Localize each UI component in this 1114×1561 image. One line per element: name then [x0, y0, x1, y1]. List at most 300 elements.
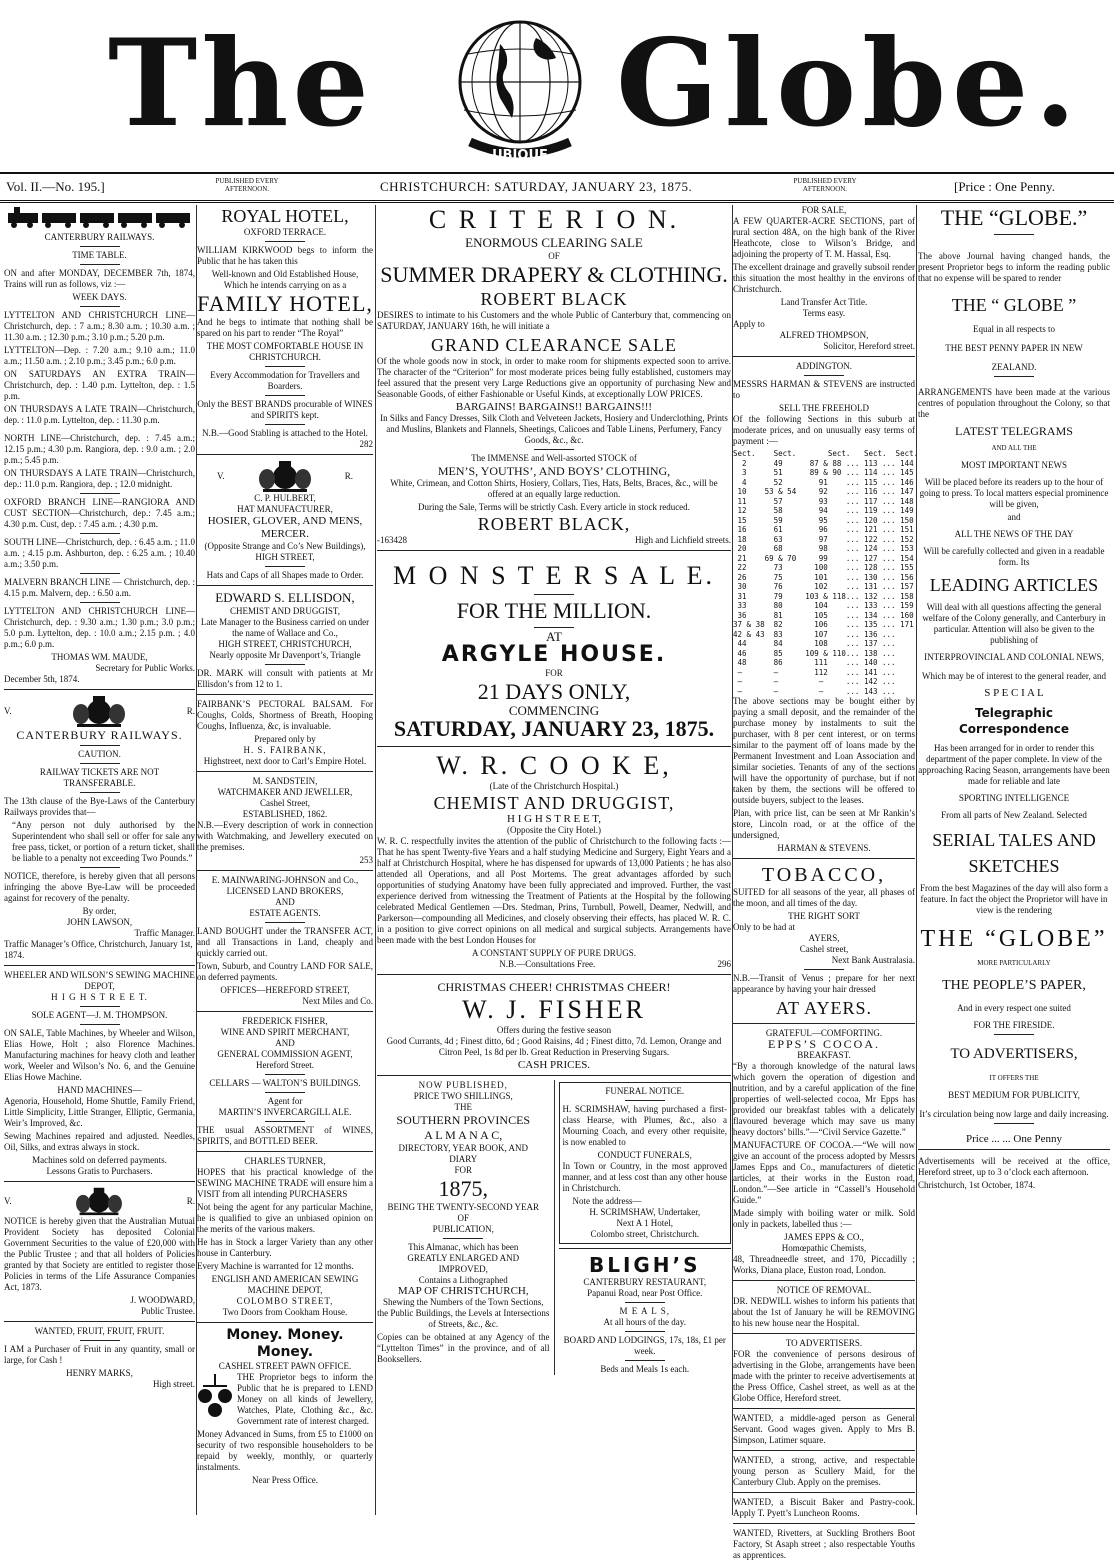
wheeler-wilson-street: H I G H S T R E E T.: [51, 992, 148, 1002]
table-row: — — — ... 143 ...: [733, 686, 896, 696]
globe-arrangements: ARRANGEMENTS have been made at the various centres of population throughout the Colony, so that the: [918, 387, 1110, 419]
almanac-diary: DIARY: [449, 1154, 478, 1164]
table-row: 3 51 89 & 90 ... 114 ... 145: [733, 468, 914, 477]
sale-date: SATURDAY, JANUARY 23, 1875.: [393, 716, 715, 741]
royal-hotel-accommodation: Every Accommodation for Travellers and Boarders.: [210, 370, 360, 391]
criterion-whole-goods: Of the whole goods now in stock, in order to make room for shipments expected soon to arrive. The character of the “Criterion” for most moderate prices being fully established, customers may feel assured that the present very Large Reductions give an opportunity of purchasing New and Seasonable Goods, of either Fashionable or Useful Kinds, at exceptionally LOW PRICES.: [377, 356, 731, 399]
timetable-entry: OXFORD BRANCH LINE—RANGIORA AND CUST SECTION—Christchurch, dep.: 7.45 a.m.; 4.30 p.m. Cust, dep. : 7.45 a.m. ; 4.30 p.m.: [4, 497, 195, 529]
advertisers-heading: TO ADVERTISERS.: [785, 1338, 863, 1348]
tobacco-title: TOBACCO,: [761, 864, 887, 886]
sections-table-header: Sect. Sect. Sect. Sect. Sect.: [733, 449, 919, 458]
monster-for: FOR: [545, 668, 563, 678]
fisher-cellars: CELLARS — WALTON’S BUILDINGS.: [209, 1078, 361, 1088]
sandstein-trade: WATCHMAKER AND JEWELLER,: [217, 787, 353, 797]
mainwaring-estate: ESTATE AGENTS.: [249, 908, 321, 918]
epps-chemists: Homœpathic Chemists,: [781, 1243, 867, 1253]
column-4: [733, 205, 919, 1560]
ellisdon-name: EDWARD S. ELLISDON,: [215, 590, 355, 605]
funeral-town: In Town or Country, in the most approved manner, and at less cost than any other house in Christchurch.: [562, 1161, 727, 1193]
royal-arms-icon: [69, 1186, 129, 1216]
tobacco-suited: SUITED for all seasons of the year, all phases of the moon, and all times of the day.: [733, 887, 915, 908]
almanac-map: MAP OF CHRISTCHURCH,: [397, 1285, 529, 1297]
criterion-drapery: SUMMER DRAPERY & CLOTHING.: [380, 262, 728, 287]
wj-fisher-prices: Good Currants, 4d ; Finest ditto, 6d ; Good Raisins, 4d ; Finest ditto, 7d. Lemon, Orange and Citron Peel, 1s 8d per lb. Great Reduction in Preserving Sugars.: [386, 1036, 722, 1057]
royal-r: R.: [344, 470, 353, 481]
christmas-cheer: CHRISTMAS CHEER! CHRISTMAS CHEER!: [437, 980, 671, 994]
blighs-beds: Beds and Meals 1s each.: [600, 1364, 690, 1374]
globe-heading-2: THE “ GLOBE ”: [951, 295, 1077, 315]
globe-offers: IT OFFERS THE: [989, 1074, 1039, 1082]
mainwaring-next: Next Miles and Co.: [302, 996, 373, 1006]
funeral-heading: FUNERAL NOTICE.: [605, 1086, 685, 1096]
pawn-office: CASHEL STREET PAWN OFFICE.: [218, 1361, 352, 1371]
criterion-desires: DESIRES to intimate to his Customers and the whole Public of Canterbury that, commencing on SATURDAY, JANUARY 16th, he will initiate a: [377, 310, 731, 331]
criterion-immense: The IMMENSE and Well-assorted STOCK of: [471, 453, 637, 463]
royal-v: V.: [217, 470, 225, 481]
tobacco-ayers: AYERS,: [808, 933, 840, 943]
signature-name: THOMAS WM. MAUDE,: [51, 652, 148, 662]
turner-warranty: Every Machine is warranted for 12 months.: [197, 1261, 354, 1271]
wj-fisher: W. J. FISHER: [462, 995, 646, 1024]
royal-hotel-intimate: And he begs to intimate that nothing shall be spared on his part to render “The Royal”: [197, 317, 373, 338]
royal-hotel-comfort: THE MOST COMFORTABLE HOUSE IN CHRISTCHURCH.: [206, 341, 364, 362]
epps-name: JAMES EPPS & CO.,: [784, 1232, 864, 1242]
globe-special: S P E C I A L: [984, 687, 1044, 699]
almanac-enlarged: GREATLY ENLARGED AND: [407, 1253, 520, 1263]
ellisdon-trade: CHEMIST AND DRUGGIST,: [230, 606, 340, 616]
woodward-name: J. WOODWARD,: [130, 1295, 195, 1305]
removal-body: DR. NEDWILL wishes to inform his patients that about the 1st of January he will be REMOVING to his new house near the Hospital.: [733, 1296, 915, 1328]
for-sale-title: Land Transfer Act Title.: [780, 297, 868, 307]
addington-instructed: MESSRS HARMAN & STEVENS are instructed to: [733, 379, 915, 400]
globe-best-paper: THE BEST PENNY PAPER IN NEW: [945, 343, 1083, 353]
ad-number: 296: [717, 959, 731, 969]
globe-sporting: SPORTING INTELLIGENCE: [958, 793, 1070, 803]
fisher-and: AND: [275, 1038, 295, 1048]
for-sale-sections: A FEW QUARTER-ACRE SECTIONS, part of rural section 48A, on the high bank of the River Heathcote, close to Wilson’s Bridge, and adjoining the property of T. M. Hassal, Esq.: [733, 216, 915, 259]
globe-to-advertisers: TO ADVERTISERS,: [950, 1046, 1078, 1062]
train-icon: [4, 205, 195, 229]
timetable-entry: SOUTH LINE—Christchurch, dep. : 6.45 a.m. ; 11.0 a.m. ; 4.15 p.m. Ashburton, dep. : 6.25 a.m. ; 10.40 a.m.; 3.50 p.m.: [4, 537, 195, 569]
royal-arms-icon: [69, 694, 129, 728]
cooke-street: H I G H S T R E E T,: [507, 813, 601, 825]
table-row: 33 80 104 ... 133 ... 159: [733, 601, 914, 610]
criterion-of: OF: [548, 251, 560, 261]
timetable-entry: LYTTELTON AND CHRISTCHURCH LINE—Christchurch, dep. : 9.30 a.m.; 1.30 p.m.; 3.0 p.m.; 5.0 p.m. Lyttelton, dep. : 10.0 a.m.; 2.15 p.m. ; 4.0 p.m.; 6.0 p.m.: [4, 606, 195, 649]
globe-date: Christchurch, 1st October, 1874.: [918, 1180, 1036, 1190]
blighs-restaurant: CANTERBURY RESTAURANT,: [583, 1277, 707, 1287]
rail-title: CANTERBURY RAILWAYS.: [44, 232, 155, 242]
blighs-hours: At all hours of the day.: [603, 1317, 686, 1327]
cooke-body: W. R. C. respectfully invites the attention of the public of Christchurch to the following facts :—That he has spent Twenty-five Years and a half studying Medicine and Surgery, Eight Years and a half at Christchurch Hospital, where he has dispensed for upwards of 13,000 Patients ; he has also attended all Operations, and all Post Mortems. The great advantages afforded by such opportunities of studying Anatomy have been fully appreciated and improved. Further, the vast experience derived from witnessing the Treatment of Patients at the Hospital by the following celebrated Medical Gentlemen —Drs. Stedman, Prins, Turnbull, Powell, Deamer, Nedwill, and Parkerson—compounding all Medicines, and closely observing their effects, has placed W. R. C. in a position to give correct opinions on all medical and surgical subjects. Arrangements have been made with the best London Houses for: [377, 836, 731, 945]
criterion-cash: During the Sale, Terms will be strictly Cash. Every article in stock reduced.: [418, 502, 690, 512]
price: [Price : One Penny.: [954, 179, 1055, 194]
funeral-undertaker: H. SCRIMSHAW, Undertaker,: [589, 1207, 701, 1217]
sandstein-established: ESTABLISHED, 1862.: [242, 809, 328, 819]
tobacco-next: Next Bank Australasia.: [831, 955, 915, 965]
funeral-street: Colombo street, Christchurch.: [590, 1229, 699, 1239]
criterion-signature: ROBERT BLACK,: [477, 514, 631, 534]
weekdays-heading: WEEK DAYS.: [72, 292, 127, 302]
timetable-entry: ON THURSDAYS A LATE TRAIN—Christchurch, dep. : 11.0 p.m. Lyttelton, dep. : 11.30 p.m.: [4, 404, 195, 425]
criterion-number: -163428: [377, 535, 407, 545]
almanac-title: A L M A N A C,: [424, 1128, 503, 1142]
place-date: CHRISTCHURCH: SATURDAY, JANUARY 23, 1875.: [380, 179, 693, 194]
table-row: 2 49 87 & 88 ... 113 ... 144: [733, 458, 914, 468]
mainwaring-name: E. MAINWARING-JOHNSON and Co.,: [211, 875, 359, 885]
twenty-one-days: 21 DAYS ONLY,: [477, 679, 631, 704]
caution-clause: The 13th clause of the Bye-Laws of the Canterbury Railways provides that—: [4, 796, 195, 817]
hulbert-address: (Opposite Strange and Co’s New Buildings), HIGH STREET,: [204, 541, 366, 562]
fisher-street: Hereford Street.: [256, 1060, 314, 1070]
globe-zealand: ZEALAND.: [991, 362, 1037, 372]
blighs-title: BLIGH’S: [588, 1253, 701, 1277]
epps-made: Made simply with boiling water or milk. Sold only in packets, labelled thus :—: [733, 1208, 915, 1229]
epps-breakfast: BREAKFAST.: [797, 1050, 851, 1060]
globe-and: and: [1007, 512, 1021, 522]
fairbank-prepared: Prepared only by: [254, 734, 316, 744]
table-row: 11 57 93 ... 117 ... 148: [733, 496, 914, 506]
table-row: 46 85 109 & 110... 138 ...: [733, 648, 896, 658]
pawn-balls-icon: [197, 1374, 233, 1418]
almanac-for: FOR: [454, 1165, 472, 1175]
column-5: [918, 205, 1110, 1515]
wanted-scullery: WANTED, a strong, active, and respectable young person as Scullery Maid, for the Canterbury Club. Apply on the premises.: [733, 1455, 915, 1487]
masthead-motto: UBIQUE: [492, 148, 548, 163]
at-ayers: AT AYERS.: [775, 998, 873, 1018]
criterion-shirts: White, Crimean, and Cotton Shirts, Hosiery, Collars, Ties, Hats, Belts, Braces, &c., will be offered at an equally large reduction.: [390, 478, 718, 499]
hulbert-hats: Hats and Caps of all Shapes made to Order.: [206, 570, 364, 580]
fisher-assortment: THE usual ASSORTMENT of WINES, SPIRITS, and BOTTLED BEER.: [197, 1125, 373, 1146]
ellisdon-opposite: Nearly opposite Mr Davenport’s, Triangle: [209, 650, 361, 660]
column-2: [197, 205, 373, 1515]
globe-every-respect: And in every respect one suited: [957, 1003, 1071, 1013]
column-3: [377, 205, 731, 1515]
caution-heading: CAUTION.: [78, 749, 121, 759]
monster-at: AT: [546, 629, 562, 644]
criterion-clearing: ENORMOUS CLEARING SALE: [465, 235, 643, 250]
turner-agent: Not being the agent for any particular Machine, he is qualified to give an unbiased opinion on the merits of the various makers.: [197, 1202, 373, 1234]
almanac-year: 1875,: [438, 1176, 488, 1201]
globe-serial: SERIAL TALES AND: [932, 830, 1096, 850]
timetable-entry: LYTTELTON—Dep. : 7.20 a.m.; 9.10 a.m.; 11.0 a.m.; 11.50 a.m. ; 2.10 p.m.; 3.45 p.m.; 6.0 p.m.: [4, 345, 195, 366]
ellisdon-late: Late Manager to the Business carried on under the name of Wallace and Co.,: [200, 617, 370, 638]
funeral-body: H. SCRIMSHAW, having purchased a first-class Hearse, with Plumes, &c., also a Mourning Coach, and every other requisite, is now enabled to: [562, 1104, 727, 1147]
turner-hopes: HOPES that his practical knowledge of the SEWING MACHINE TRADE will ensure him a VISIT from all intending PURCHASERS: [197, 1167, 373, 1199]
almanac-shewing: Shewing the Numbers of the Town Sections, the Public Buildings, the Levels at Intersections of Streets, &c., &c.: [377, 1297, 550, 1329]
tobacco-right: THE RIGHT SORT: [788, 911, 860, 921]
hulbert-hosier: HOSIER, GLOVER, AND MENS, MERCER.: [207, 515, 363, 540]
globe-magazines: From the best Magazines of the day will also form a feature. In fact the object the Proprietor will have in view is the rendering: [920, 883, 1108, 915]
table-row: 31 79 103 & 118... 132 ... 158: [733, 591, 914, 601]
royal-r: R.: [186, 705, 195, 716]
woodward-title: Public Trustee.: [140, 1306, 195, 1316]
table-row: 21 69 & 70 99 ... 127 ... 154: [733, 553, 914, 563]
epps-quote: “By a thorough knowledge of the natural laws which govern the operation of digestion and nutrition, and by a careful application of the fine properties of well-selected cocoa, Mr Epps has provided our breakfast tables with a delicately flavoured beverage which may save us many heavy doctors’ bills.”—“Civil Service Gazette.”: [733, 1061, 915, 1137]
cooke-late: (Late of the Christchurch Hospital.): [489, 781, 619, 791]
almanac-improved: IMPROVED,: [438, 1264, 488, 1274]
globe-more: MORE PARTICULARLY: [977, 959, 1051, 967]
blighs-road: Papanui Road, near Post Office.: [587, 1288, 703, 1298]
publication-note-right: PUBLISHED EVERY AFTERNOON.: [793, 177, 857, 193]
sandstein-name: M. SANDSTEIN,: [252, 776, 318, 786]
almanac-now: NOW PUBLISHED,: [418, 1080, 508, 1090]
wanted-rivetters: WANTED, Rivetters, at Suckling Brothers Boot Factory, St Asaph street ; also respectable Youths as apprentices.: [733, 1528, 915, 1560]
table-row: 37 & 38 82 106 ... 135 ... 171: [733, 620, 914, 629]
table-row: 16 61 96 ... 121 ... 151: [733, 525, 914, 534]
globe-changed-hands: The above Journal having changed hands, the present Proprietor begs to inform the reading public that no expense will be spared to render: [918, 251, 1110, 283]
tickets-heading: RAILWAY TICKETS ARE NOT TRANSFERABLE.: [39, 767, 160, 788]
fairbank-address: Highstreet, next door to Carl’s Empire Hotel.: [203, 756, 367, 766]
monster-sale: M O N S T E R S A L E.: [393, 561, 715, 590]
addington-terms: The above sections may be bought either by paying a small deposit, and the remainder of the purchase money by instalments to suit the purchaser, with 8 per cent interest, or on terms similar to the payment off of loans made by the Permanent Investment and Loan Association and similar societies. Tenants of any of the sections will have the opportunity of purchase, but if not taken by them, the sections will be offered to outside buyers, subject to the leases.: [733, 696, 915, 805]
royal-hotel-carry: Which he intends carrying on as a: [223, 280, 347, 290]
globe-heading: THE “GLOBE.”: [940, 205, 1088, 230]
table-row: 12 58 94 ... 119 ... 149: [733, 506, 914, 515]
addington-freehold: SELL THE FREEHOLD: [779, 403, 869, 413]
globe-arranged: Has been arranged for in order to render this department of the paper complete. In view of the approaching Racing Season, arrangements have been made for reliable and late: [918, 743, 1110, 786]
cooke-consultations: N.B.—Consultations Free.: [499, 959, 596, 969]
fisher-agent: Agent for: [267, 1096, 303, 1106]
royal-hotel-brands: Only the BEST BRANDS procurable of WINES and SPIRITS kept.: [197, 399, 373, 420]
mainwaring-town: Town, Suburb, and Country LAND FOR SALE, on deferred payments.: [197, 961, 373, 982]
for-sale-drainage: The excellent drainage and gravelly subsoil render this situation the most healthy in the environs of Christchurch.: [733, 262, 915, 294]
marks-name: HENRY MARKS,: [66, 1368, 133, 1378]
almanac-of: OF: [457, 1213, 469, 1223]
criterion-bargains: BARGAINS! BARGAINS!! BARGAINS!!!: [455, 401, 653, 413]
funeral-note: Note the address—: [572, 1196, 642, 1206]
cooke-opposite: (Opposite the City Hotel.): [507, 825, 601, 835]
tobacco-venus: N.B.—Transit of Venus ; prepare for her next appearance by having your hair dressed: [733, 973, 915, 994]
timetable-heading: TIME TABLE.: [72, 250, 127, 260]
wheeler-wilson-sale: ON SALE, Table Machines, by Wheeler and Wilson, Elias Howe, Holt ; also Florence Machines. Manufacturing machines for heavy cloth and leather work, Weeler and Wilson’s No. 6, and the Genuine Elias Howe Machine.: [4, 1028, 195, 1082]
epps-address: 48, Threadneedle street, and 170, Piccadilly ; Works, Diana place, Euston road, London.: [733, 1254, 915, 1275]
pawn-advance: Money Advanced in Sums, from £5 to £1000 on security of two responsible householders to be repaid by weekly, monthly, or quarterly instalments.: [197, 1429, 373, 1472]
timetable-entry: LYTTELTON AND CHRISTCHURCH LINE—Christchurch, dep. : 7 a.m.; 8.30 a.m. ; 10.30 a.m. ; 11.30 a.m. ; 12.30 p.m.; 3.10 p.m.; 5.20 p.m.: [4, 310, 195, 342]
epps-manufacture: MANUFACTURE OF COCOA.—“We will now give an account of the process adopted by Messrs James Epps and Co., manufacturers of dietetic articles, at their works in the Euston road, London.”—See article in “Cassell’s Household Guide.”: [733, 1140, 915, 1205]
funeral-conduct: CONDUCT FUNERALS,: [597, 1150, 692, 1160]
globe-interprovincial: INTERPROVINCIAL AND COLONIAL NEWS,: [924, 652, 1104, 662]
cooke-supply: A CONSTANT SUPPLY OF PURE DRUGS.: [472, 948, 636, 958]
almanac-publication: PUBLICATION,: [432, 1224, 494, 1234]
blighs-board: BOARD AND LODGINGS, 17s, 18s, £1 per week.: [563, 1335, 726, 1356]
table-row: 48 86 111 ... 140 ...: [733, 658, 896, 667]
amp-notice: NOTICE is hereby given that the Australian Mutual Provident Society has deposited Colonial Government Securities to the value of £20,000 with the Public Trustee ; and that all holders of Policies granted by that Society are entitled to register those Policies in terms of the Life Assurance Companies Act, 1873.: [4, 1216, 195, 1292]
globe-news-of-day: ALL THE NEWS OF THE DAY: [954, 529, 1074, 539]
table-row: 42 & 43 83 107 ... 136 ...: [733, 629, 896, 639]
addington-plan: Plan, with price list, can be seen at Mr Rankin’s store, Lincoln road, or at the office of the undersigned,: [733, 808, 915, 840]
masthead-the: The: [108, 13, 373, 154]
criterion-clothing: MEN’S, YOUTHS’, AND BOYS’ CLOTHING,: [437, 464, 671, 478]
family-hotel: FAMILY HOTEL,: [197, 291, 373, 316]
globe-peoples-paper: THE PEOPLE’S PAPER,: [942, 978, 1086, 993]
globe-general-reader: Which may be of interest to the general reader, and: [921, 671, 1107, 681]
marks-address: High street.: [153, 1379, 195, 1389]
criterion-robert-black: ROBERT BLACK: [480, 289, 628, 309]
timetable-entry: MALVERN BRANCH LINE — Christchurch, dep. : 4.15 p.m. Malvern, dep. : 6.50 a.m.: [4, 577, 195, 598]
table-row: 26 75 101 ... 130 ... 156: [733, 572, 914, 582]
fisher-ale: MARTIN’S INVERCARGILL ALE.: [218, 1107, 352, 1117]
notice-date: December 5th, 1874.: [4, 674, 80, 684]
pawn-near: Near Press Office.: [251, 1475, 319, 1485]
masthead: [0, 0, 1114, 170]
fisher-trade: WINE AND SPIRIT MERCHANT,: [220, 1027, 350, 1037]
fairbank-name: H. S. FAIRBANK,: [243, 745, 327, 755]
lawson-name: JOHN LAWSON,: [66, 917, 133, 927]
royal-hotel-house: Well-known and Old Established House,: [211, 269, 359, 279]
turner-name: CHARLES TURNER,: [244, 1156, 326, 1166]
royal-r: R.: [186, 1195, 195, 1206]
royal-hotel-stabling: N.B.—Good Stabling is attached to the Hotel.: [202, 428, 368, 438]
dateline: [0, 172, 1114, 203]
timetable-entry: NORTH LINE—Christchurch, dep. : 7.45 a.m.; 12.15 p.m.; 4.30 p.m. Rangiora, dep. : 9.0 a.m. ; 2.0 p.m.; 5.45 p.m.: [4, 433, 195, 465]
almanac-contains: Contains a Lithographed: [418, 1275, 508, 1285]
table-row: 22 73 100 ... 128 ... 155: [733, 563, 914, 572]
table-row: 15 59 95 ... 120 ... 150: [733, 515, 914, 525]
commencing: COMMENCING: [508, 703, 600, 718]
royal-v: V.: [4, 705, 12, 716]
for-sale-thompson: ALFRED THOMPSON,: [779, 330, 869, 340]
ad-number: 282: [359, 439, 373, 449]
fisher-commission: GENERAL COMMISSION AGENT,: [217, 1049, 353, 1059]
hulbert-name: C. P. HULBERT,: [254, 493, 316, 503]
criterion-silks: In Silks and Fancy Dresses, Silk Cloth and Velveteen Jackets, Hosiery and Underclothing, Prints and Muslins, Blankets and Flannels, Sheetings, Calicoes and Table Linens, Perfumery, Fancy Goods, &c., &c.: [380, 413, 728, 445]
advertisers-body: FOR the convenience of persons desirous of advertising in the Globe, arrangements have been made with the printer to receive advertisements at the Press Office, Cashel street, as well as at the Globe Office, Hereford street.: [733, 1349, 915, 1403]
tobacco-street: Cashel street,: [799, 944, 849, 954]
globe-telegraphic: Telegraphic Correspondence: [958, 706, 1070, 736]
table-row: — — 112 ... 141 ...: [733, 667, 896, 677]
globe-icon: [440, 14, 600, 164]
table-row: 10 53 & 54 92 ... 116 ... 147: [733, 487, 914, 496]
almanac-the: THE: [454, 1102, 472, 1112]
money-heading: Money. Money. Money.: [226, 1327, 344, 1360]
table-row: 36 81 105 ... 134 ... 160: [733, 610, 914, 620]
wheeler-wilson-deferred: Machines sold on deferred payments.: [32, 1155, 167, 1165]
almanac-provinces: SOUTHERN PROVINCES: [396, 1113, 531, 1127]
column-rule: [375, 205, 376, 1515]
fruit-body: I AM a Purchaser of Fruit in any quantity, small or large, for Cash !: [4, 1344, 195, 1365]
hulbert-trade: HAT MANUFACTURER,: [237, 504, 333, 514]
globe-equal: Equal in all respects to: [973, 324, 1055, 334]
royal-hotel-address: OXFORD TERRACE.: [243, 227, 327, 237]
fairbank-balsam: FAIRBANK’S PECTORAL BALSAM. For Coughs, Colds, Shortness of Breath, Hooping Coughs, Influenza, &c, is invaluable.: [197, 699, 373, 731]
signature-title: Secretary for Public Works.: [95, 663, 195, 673]
wheeler-wilson-models: Agenoria, Household, Home Shuttle, Family Friend, Little Simplicity, Little Stranger, Elliptic, Germania, Weir’s Improved, &c.: [4, 1096, 195, 1128]
turner-depot: ENGLISH AND AMERICAN SEWING MACHINE DEPOT,: [211, 1274, 359, 1295]
mainwaring-trade: LICENSED LAND BROKERS,: [226, 886, 344, 896]
globe-heading-3: THE “GLOBE”: [920, 926, 1108, 952]
ellisdon-street: HIGH STREET, CHRISTCHURCH,: [218, 639, 352, 649]
fisher-name: FREDERICK FISHER,: [242, 1016, 328, 1026]
blighs-meals: M E A L S,: [619, 1306, 670, 1316]
sandstein-street: Cashel Street,: [260, 798, 310, 808]
lawson-office: Traffic Manager’s Office, Christchurch, January 1st, 1874.: [4, 939, 193, 960]
for-sale-terms: Terms easy.: [802, 308, 846, 318]
for-the-million: FOR THE MILLION.: [456, 598, 652, 623]
mainwaring-and: AND: [275, 897, 295, 907]
lawson-title: Traffic Manager.: [134, 928, 195, 938]
wheeler-wilson-lessons: Lessons Gratis to Purchasers.: [46, 1166, 153, 1176]
globe-placed: Will be placed before its readers up to the hour of going to press. To local matters especial prominence will be given,: [919, 477, 1109, 509]
globe-from-all: From all parts of New Zealand. Selected: [941, 810, 1087, 820]
mainwaring-land: LAND BOUGHT under the TRANSFER ACT, and all Transactions in Land, cheaply and quickly carried out.: [197, 926, 373, 958]
argyle-house: ARGYLE HOUSE.: [441, 642, 667, 667]
table-row: — — — ... 142 ...: [733, 677, 896, 686]
addington-signature: HARMAN & STEVENS.: [777, 843, 871, 853]
mainwaring-offices: OFFICES—HEREFORD STREET,: [220, 985, 350, 995]
caution-quote: “Any person not duly authorised by the Superintendent who shall sell or offer for sale any free pass, ticket, or portion of a return ticket, shall be liable to a penalty not exceeding Two Pounds.”: [12, 820, 195, 863]
cooke-chemist: CHEMIST AND DRUGGIST,: [433, 793, 675, 813]
almanac-which: This Almanac, which has been: [408, 1242, 519, 1252]
globe-leading: LEADING ARTICLES: [929, 575, 1099, 595]
sections-table: [733, 459, 915, 697]
by-order: By order,: [82, 906, 117, 916]
royal-v: V.: [4, 1195, 12, 1206]
hand-machines: HAND MACHINES—: [57, 1085, 142, 1095]
addington-heading: ADDINGTON.: [795, 361, 853, 371]
column-rule: [916, 205, 917, 1515]
criterion-grand-sale: GRAND CLEARANCE SALE: [430, 335, 677, 355]
royal-hotel-intro: WILLIAM KIRKWOOD begs to inform the Public that he has taken this: [197, 245, 373, 266]
rail-caution-title: CANTERBURY RAILWAYS.: [16, 728, 183, 742]
epps-grateful: GRATEFUL—COMFORTING.: [765, 1028, 883, 1038]
globe-deal: Will deal with all questions affecting the general welfare of the Colony generally, and Canterbury in particular. Attention will also be given to the publishing of: [922, 602, 1106, 645]
wheeler-wilson-repairs: Sewing Machines repaired and adjusted. Needles, Oil, Silks, and extras always in stock.: [4, 1131, 195, 1152]
dr-mark: DR. MARK will consult with patients at Mr Ellisdon’s from 12 to 1.: [197, 668, 373, 689]
royal-hotel-title: ROYAL HOTEL,: [221, 206, 349, 226]
globe-and-all: AND ALL THE: [991, 444, 1037, 452]
epps-cocoa: EPPS’S COCOA.: [767, 1037, 881, 1051]
wheeler-wilson-title: WHEELER AND WILSON’S SEWING MACHINE DEPOT,: [4, 970, 195, 991]
column-1: [4, 205, 195, 1515]
globe-best-medium: BEST MEDIUM FOR PUBLICITY,: [948, 1090, 1080, 1100]
volume-number: Vol. II.—No. 195.]: [6, 179, 105, 194]
table-row: 30 76 102 ... 131 ... 157: [733, 582, 914, 591]
ad-number: 253: [359, 855, 373, 865]
rail-intro: ON and after MONDAY, DECEMBER 7th, 1874, Trains will run as follows, viz :—: [4, 268, 195, 289]
table-row: 18 63 97 ... 122 ... 152: [733, 534, 914, 544]
almanac-price: PRICE TWO SHILLINGS,: [413, 1091, 513, 1101]
masthead-globe: Globe.: [616, 13, 1083, 154]
globe-sketches: SKETCHES: [968, 856, 1060, 876]
timetable-entry: ON THURSDAYS A LATE TRAIN—Christchurch, dep.: 11.0 p.m. Rangiora, dep. ; 12.0 midnight.: [4, 468, 195, 489]
for-sale-heading: FOR SALE,: [801, 205, 847, 215]
globe-received: Advertisements will be received at the office, Hereford street, up to 3 o’clock each afternoon.: [918, 1156, 1110, 1177]
removal-heading: NOTICE OF REMOVAL.: [776, 1285, 872, 1295]
wanted-baker: WANTED, a Biscuit Baker and Pastry-cook. Apply T. Pyett’s Luncheon Rooms.: [733, 1497, 915, 1518]
table-row: 20 68 98 ... 124 ... 153: [733, 544, 914, 553]
criterion-address: High and Lichfield streets.: [635, 535, 731, 545]
globe-fireside: FOR THE FIRESIDE.: [973, 1020, 1055, 1030]
timetable-entry: ON SATURDAYS AN EXTRA TRAIN—Christchurch, dep. : 1.40 p.m. Lyttelton, dep. : 1.5 p.m.: [4, 369, 195, 401]
pawn-proprietor: THE Proprietor begs to inform the Public that he is prepared to LEND Money on all kinds of Jewellery, Watches, Plate, Clothing &c., &c. Government rate of interest charged.: [237, 1372, 373, 1426]
wheeler-wilson-agent: SOLE AGENT—J. M. THOMPSON.: [31, 1010, 168, 1020]
fruit-heading: WANTED, FRUIT, FRUIT, FRUIT.: [34, 1326, 165, 1336]
turner-stock: He has in Stock a larger Variety than any other house in Canterbury.: [197, 1237, 373, 1258]
globe-circulation: It’s circulation being now large and daily increasing.: [919, 1109, 1109, 1119]
globe-price: Price ... ... One Penny: [966, 1133, 1062, 1145]
addington-sections-intro: Of the following Sections in this suburb at moderate prices, and on unusually easy terms of payment :—: [733, 414, 915, 446]
sandstein-nb: N.B.—Every description of work in connection with Watchmaking, and Jewellery executed on the premises.: [197, 820, 373, 852]
almanac-copies: Copies can be obtained at any Agency of the “Lyttelton Times” in the province, and of all Booksellers.: [377, 1332, 550, 1364]
for-sale-apply: Apply to: [733, 319, 765, 329]
globe-important-news: MOST IMPORTANT NEWS: [961, 460, 1067, 470]
for-sale-solicitor: Solicitor, Hereford street.: [823, 341, 915, 351]
table-row: 44 84 108 ... 137 ...: [733, 639, 896, 648]
almanac-being: BEING THE TWENTY-SECOND YEAR: [387, 1202, 540, 1212]
wj-fisher-offers: Offers during the festive season: [496, 1025, 612, 1035]
globe-telegrams: LATEST TELEGRAMS: [955, 424, 1073, 438]
